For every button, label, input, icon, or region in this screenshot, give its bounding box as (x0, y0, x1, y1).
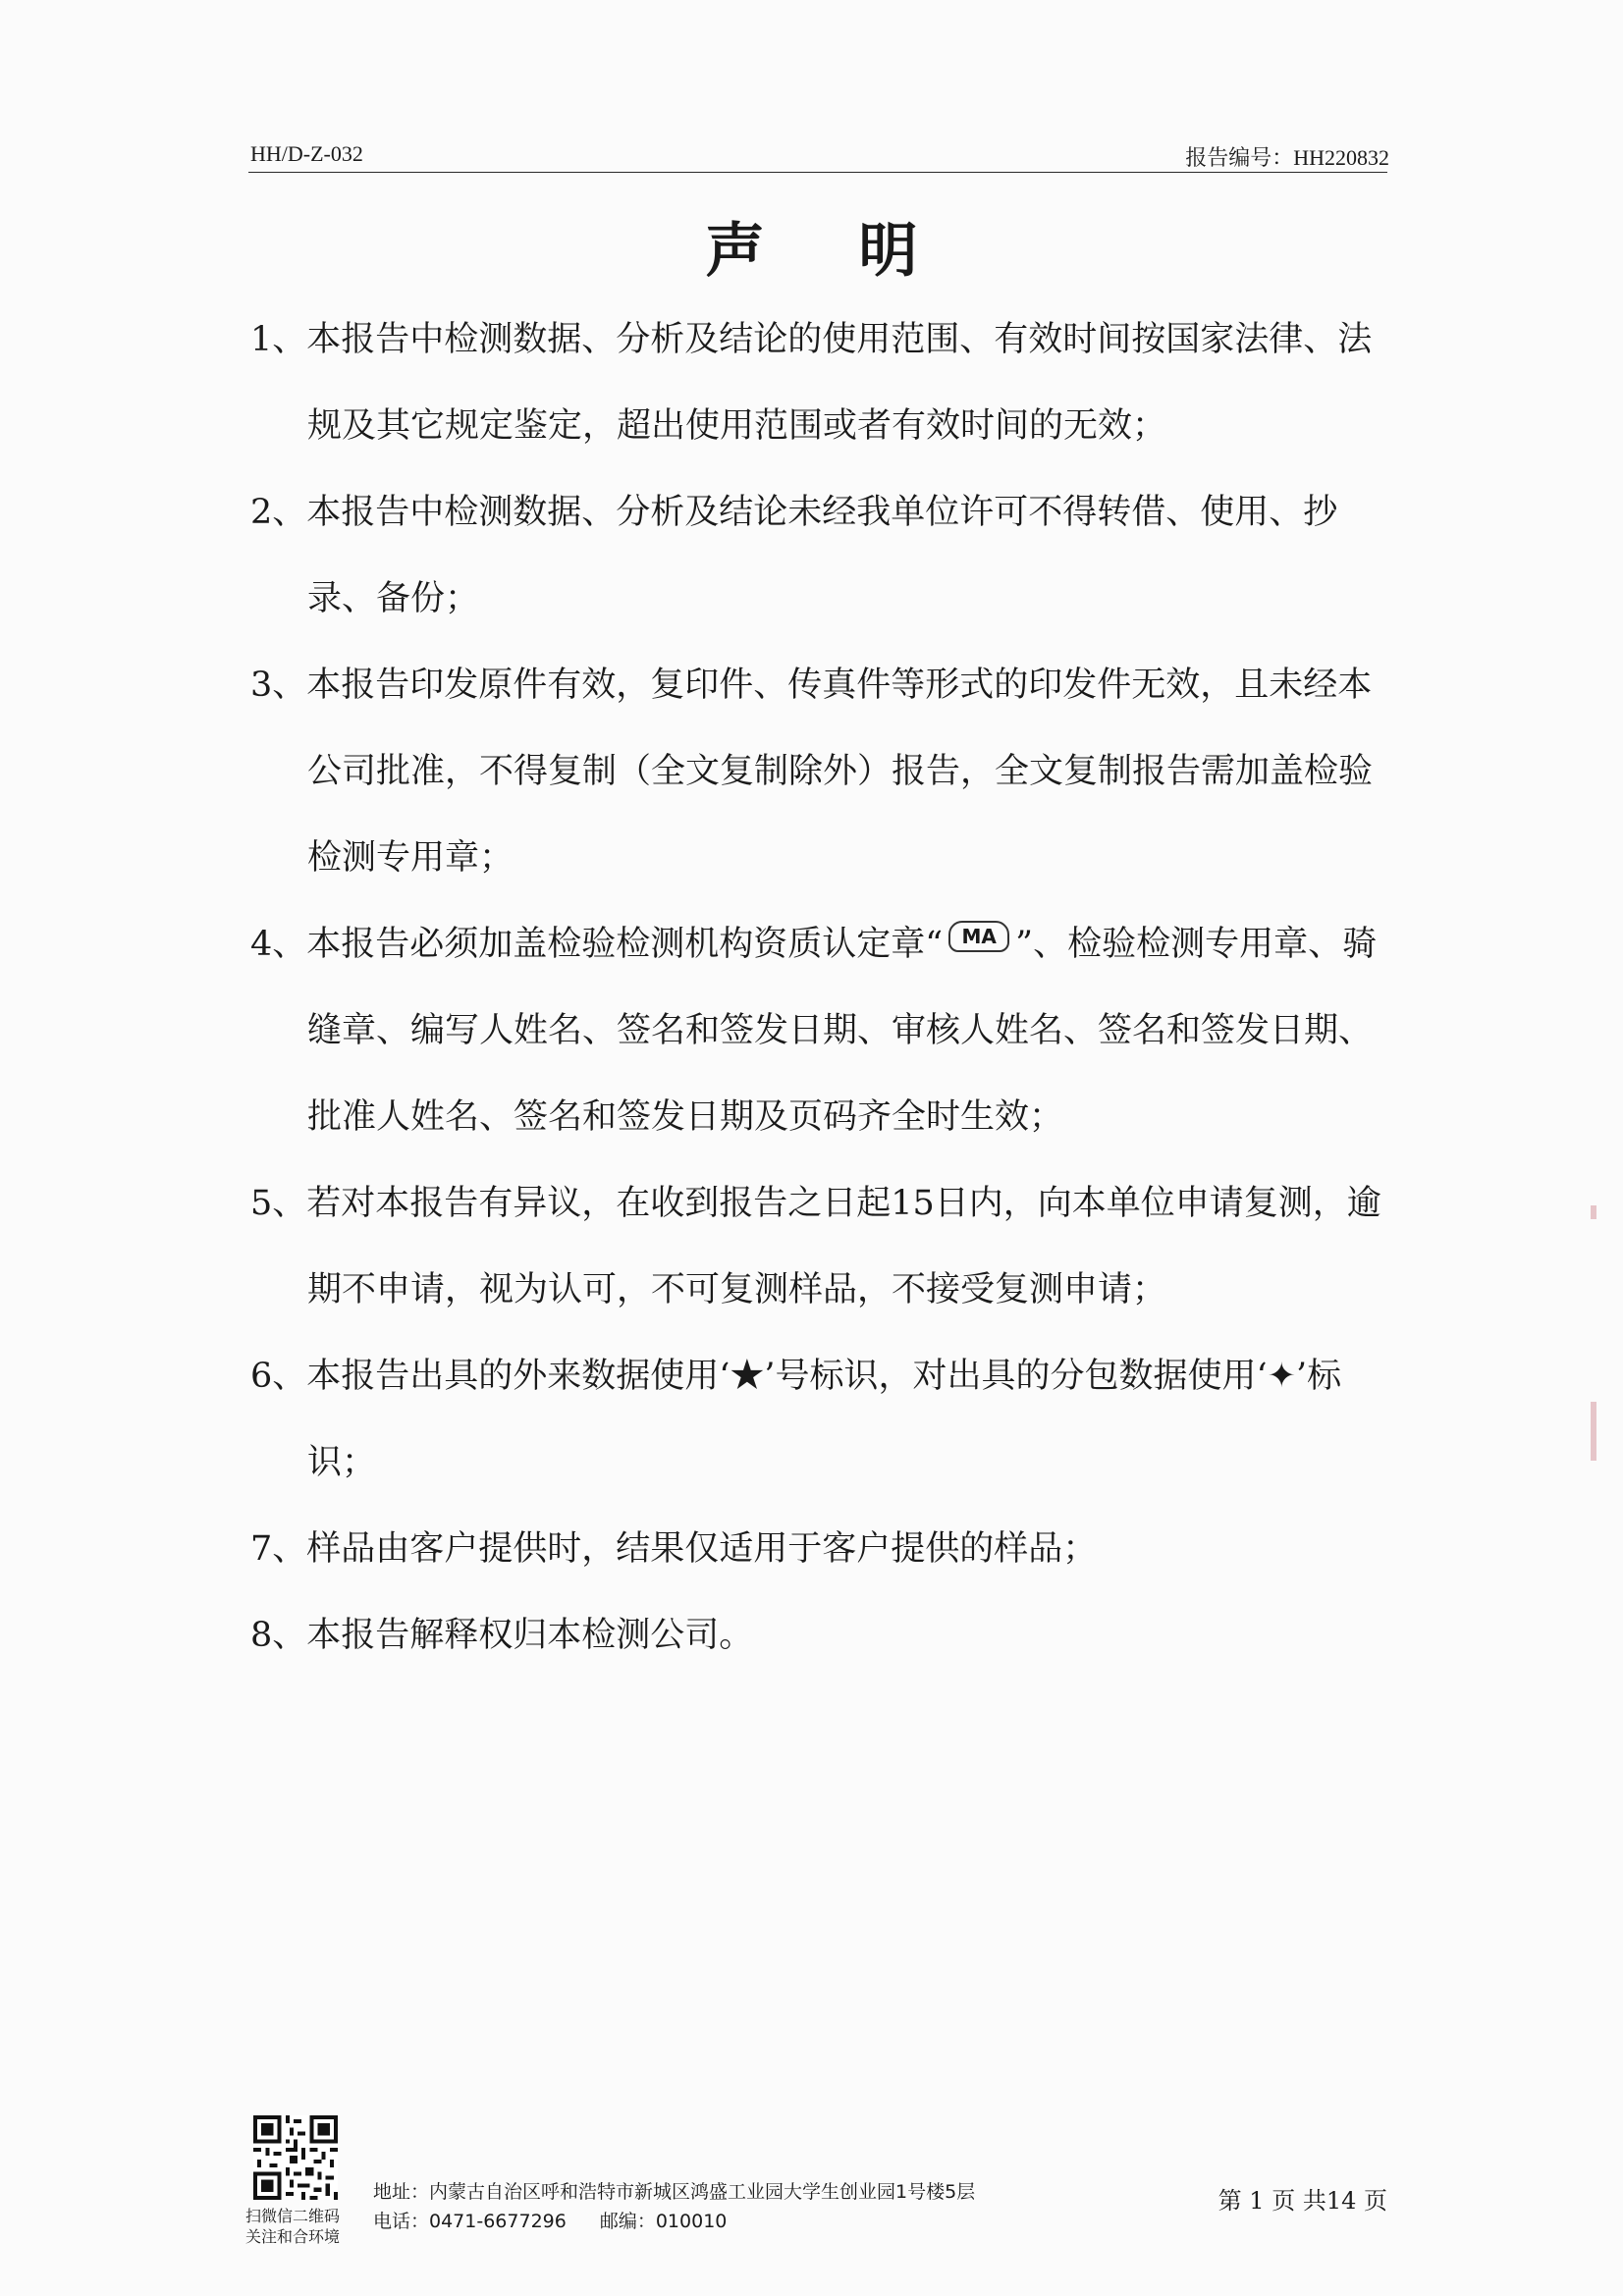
qr-caption-line-2: 关注和合环境 (245, 2227, 341, 2246)
statement-item-1: 1、本报告中检测数据、分析及结论的使用范围、有效时间按国家法律、法规及其它规定鉴定，超出使用范围或者有效时间的无效； (250, 320, 1373, 446)
statement-item-3: 3、本报告印发原件有效，复印件、传真件等形式的印发件无效，且未经本公司批准，不得复制（全文复制除外）报告，全文复制报告需加盖检验检测专用章； (250, 666, 1374, 878)
footer-contact (373, 2177, 975, 2236)
statement-item-4-start: 4、本报告必须加盖检验检测机构资质认定章“ (250, 925, 944, 964)
seam-stamp-mark (1591, 1205, 1596, 1219)
report-number: 报告编号：HH220832 (1185, 145, 1389, 170)
statement-list (250, 296, 1389, 1679)
footer-address: 地址：内蒙古自治区呼和浩特市新城区鸿盛工业园大学生创业园1号楼5层 (373, 2181, 976, 2203)
footer-phone-line (373, 2207, 975, 2236)
page-number: 第 1 页 共14 页 (1217, 2187, 1387, 2215)
statement-item-6: 6、本报告出具的外来数据使用‘★’号标识，对出具的分包数据使用‘✦’标识； (250, 1357, 1342, 1482)
statement-item-7: 7、样品由客户提供时，结果仅适用于客户提供的样品； (250, 1529, 1098, 1569)
seam-stamp-mark (1591, 1402, 1596, 1461)
footer-postcode: 邮编：010010 (599, 2211, 728, 2232)
statement-item-8: 8、本报告解释权归本检测公司。 (250, 1616, 754, 1655)
statement-item-4 (250, 901, 1389, 1160)
qr-caption-line-1: 扫微信二维码 (245, 2207, 341, 2225)
statement-item-5: 5、若对本报告有异议，在收到报告之日起15日内，向本单位申请复测，逾期不申请，视为认可，不可复测样品，不接受复测申请； (250, 1184, 1381, 1309)
footer-phone: 电话：0471-6677296 (373, 2211, 567, 2232)
document-code: HH/D-Z-032 (250, 141, 363, 166)
statement-item-2: 2、本报告中检测数据、分析及结论未经我单位许可不得转借、使用、抄录、备份； (250, 493, 1338, 618)
cma-certification-mark-icon: MA (948, 921, 1009, 952)
page-title: 声明 (705, 217, 1012, 286)
qr-caption (245, 2206, 363, 2247)
header-divider (248, 172, 1387, 173)
wechat-qr-code-icon (253, 2115, 338, 2200)
statement-item-4-end: ”、检验检测专用章、骑缝章、编写人姓名、签名和签发日期、审核人姓名、签名和签发日期、批准人姓名、签名和签发日期及页码齐全时生效； (307, 925, 1378, 1137)
